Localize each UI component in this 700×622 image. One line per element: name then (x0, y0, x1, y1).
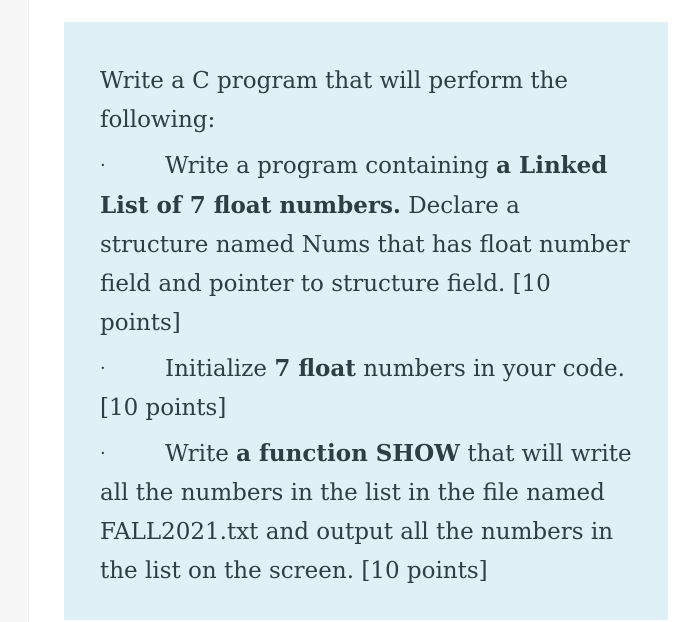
item-bold-text: a function SHOW (236, 440, 461, 467)
requirement-item-initialize (100, 349, 634, 428)
requirement-item-linked-list (100, 146, 634, 343)
bullet-icon: · (100, 443, 106, 464)
item-text: Write a program containing (165, 153, 497, 179)
item-text: Declare a structure named Nums that has float number field and pointer to structure field. [10 points] (100, 193, 630, 336)
bullet-icon: · (100, 155, 106, 176)
item-text: that will write all the numbers in the list in the file named FALL2021.txt and output all the numbers in the list on the screen. [10 points] (100, 441, 632, 584)
item-text: numbers in your code. [10 points] (100, 356, 625, 421)
bullet-icon: · (100, 358, 106, 379)
item-text: Initialize (165, 356, 275, 382)
left-margin-strip (0, 0, 29, 622)
item-bold-text: 7 float (274, 355, 356, 382)
question-intro: Write a C program that will perform the following: (100, 68, 569, 133)
item-bold-text: a Linked List of 7 float numbers. (100, 152, 608, 219)
question-card (64, 22, 668, 620)
requirement-item-show-function (100, 434, 634, 591)
item-text: Write (165, 441, 237, 467)
